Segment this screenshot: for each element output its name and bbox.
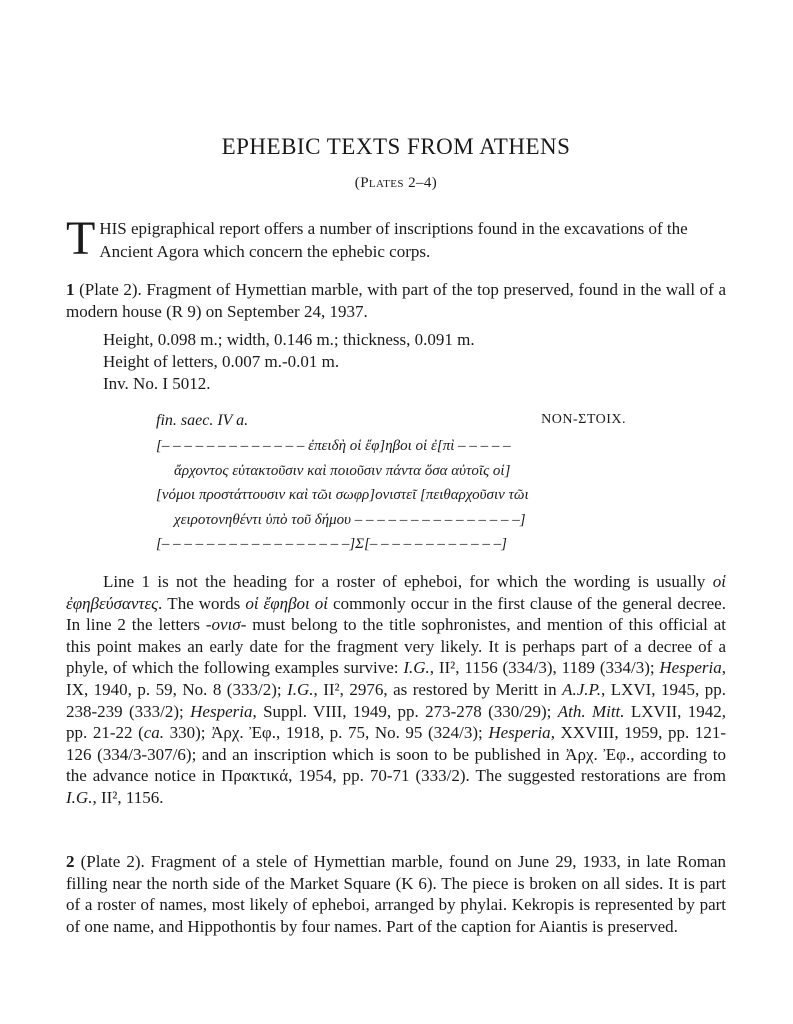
- citation: Ἀρχ. Ἐφ.: [565, 744, 631, 764]
- citation: Hesperia: [488, 723, 551, 743]
- item2-paragraph: [66, 851, 726, 937]
- text-run: , II², 2976, as restored by Meritt in: [313, 679, 563, 699]
- citation: I.G.: [403, 658, 430, 678]
- inscription-line: [νόμοι προστάττουσιν καὶ τῶι σωφρ]ονιστεῖ [πειθαρχοῦσιν τῶι: [156, 487, 529, 503]
- item2-text: (Plate 2). Fragment of a stele of Hymettian marble, found on June 29, 1933, in late Roman filling near the north side of the Market Square (K 6). The piece is broken on all sides. It is part of a roster of names, most likely of epheboi, arranged by phylai. Kekropis is represented by part of one name, and Hippothontis by four names. Part of the caption for Aiantis is preserved.: [66, 852, 726, 936]
- measurement-line: Height, 0.098 m.; width, 0.146 m.; thickness, 0.091 m.: [103, 330, 475, 349]
- inscription-line: χειροτονηθέντι ὑπὸ τοῦ δήμου – – – – – – – – – – – – – – –]: [174, 511, 526, 528]
- inscription-style: NON-ΣΤΟΙΧ.: [541, 412, 626, 427]
- text-run: commonly occur in the first clause of the general decree. In line 2 the letters: [66, 593, 726, 635]
- text-run: , II², 1156 (334/3), 1189 (334/3);: [429, 658, 660, 678]
- text-run: , Suppl. VIII, 1949, pp. 273-278 (330/29);: [252, 701, 558, 721]
- citation: Ἀρχ. Ἐφ.: [211, 723, 276, 743]
- item1-text: (Plate 2). Fragment of Hymettian marble, with part of the top preserved, found in the wall of a modern house (R 9) on September 24, 1937.: [66, 280, 726, 321]
- inscription-header: [156, 412, 626, 430]
- citation: Hesperia: [190, 701, 253, 721]
- page-title: EPHEBIC TEXTS FROM ATHENS: [221, 134, 571, 159]
- text-run: , LXVI, 1945, pp. 238-239 (333/2);: [66, 679, 727, 721]
- inscription-date: fin. saec. IV a.: [156, 412, 249, 429]
- text-run: , II², 1156.: [92, 787, 164, 807]
- greek-term: -ονισ-: [205, 615, 247, 635]
- measurement-line: Inv. No. I 5012.: [103, 374, 211, 393]
- item1-measurements: [103, 329, 703, 395]
- discussion-paragraph: [66, 571, 726, 809]
- text-run: , IX, 1940, p. 59, No. 8 (333/2);: [66, 658, 726, 699]
- measurement-line: Height of letters, 0.007 m.-0.01 m.: [103, 352, 340, 371]
- dropcap: T: [66, 212, 96, 265]
- plates-subtitle: (Plates 2–4): [354, 175, 438, 191]
- citation: Hesperia: [659, 658, 722, 678]
- greek-term: οἱ ἐφηβεύσαντες: [66, 572, 727, 613]
- citation: I.G.: [66, 787, 93, 807]
- inscription-line: [– – – – – – – – – – – – – – – – –]Σ[– – – – – – – – – – – –]: [156, 536, 508, 552]
- citation: Ath. Mitt.: [557, 701, 625, 721]
- intro-text: HIS epigraphical report offers a number of inscriptions found in the excavations of the Ancient Agora which concern the ephebic corps.: [99, 219, 688, 261]
- inscription-text: [156, 434, 626, 557]
- intro-paragraph: [66, 212, 726, 265]
- item1-paragraph: [66, 279, 726, 323]
- item2-number: 2: [66, 852, 75, 871]
- text-run: Line 1 is not the heading for a roster of epheboi, for which the wording is usually: [103, 572, 706, 591]
- text-run: , 1918, p. 75, No. 95 (324/3);: [276, 723, 489, 743]
- inscription-line: [– – – – – – – – – – – – – ἐπειδὴ οἱ ἔφ]ηβοι οἱ ἐ[πὶ – – – – –: [156, 438, 511, 454]
- item1-number: 1: [66, 280, 75, 299]
- text-run: 330);: [164, 723, 212, 743]
- text-run: , XXVIII, 1959, pp. 121-126 (334/3-307/6); and an inscription which is soon to be published in: [66, 723, 726, 764]
- citation: I.G.: [287, 679, 314, 699]
- text-run: LXVII, 1942, pp. 21-22 (: [66, 701, 726, 743]
- text-run: , according to the advance notice in Πρακτικά, 1954, pp. 70-71 (333/2). The suggested restorations are from: [66, 744, 726, 786]
- citation: A.J.P.: [562, 679, 601, 699]
- inscription-line: ἄρχοντος εὐτακτοῦσιν καὶ ποιοῦσιν πάντα ὅσα αὐτοῖς οἱ]: [174, 462, 511, 479]
- text-run: must belong to the title sophronistes, and mention of this official at this point makes an early date for the fragment very likely. It is perhaps part of a decree of a phyle, of which the following examples survive:: [66, 615, 726, 678]
- greek-term: οἱ ἔφηβοι οἱ: [245, 593, 329, 613]
- citation: ca.: [143, 723, 165, 743]
- text-run: . The words: [158, 593, 246, 613]
